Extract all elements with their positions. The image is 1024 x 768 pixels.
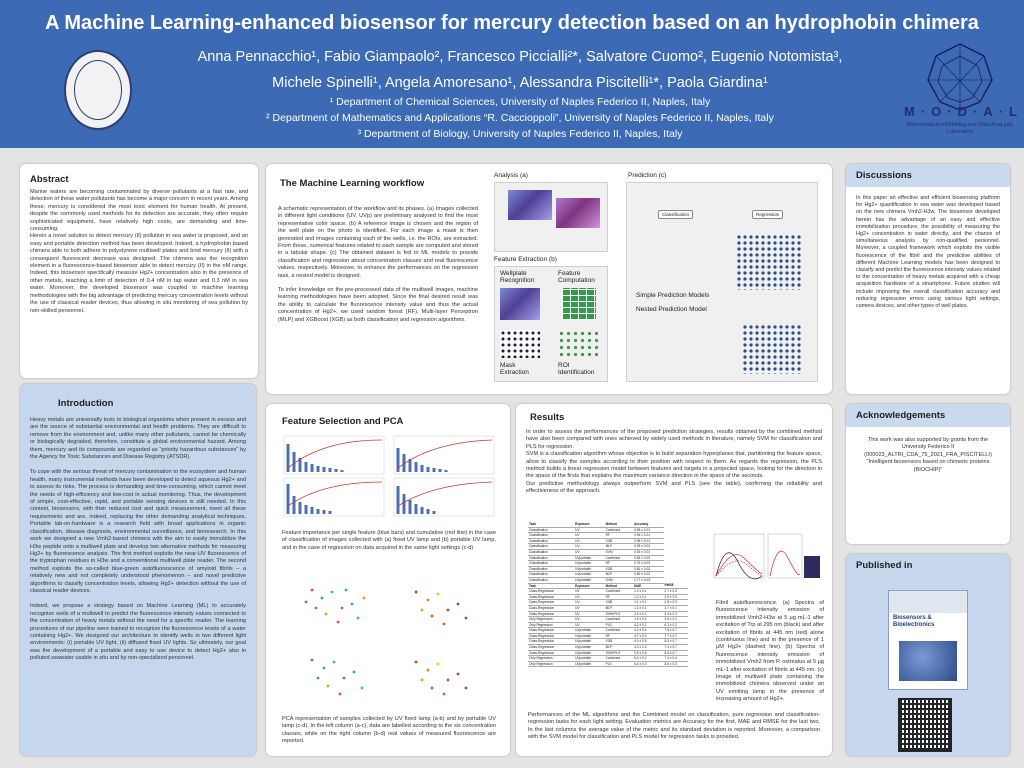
table-cell: Class-Regression	[528, 594, 574, 600]
table-cell: 1.6 ± 0.2	[633, 617, 663, 623]
table-cell: 2.8 ± 0.3	[664, 600, 688, 606]
table-cell: RF	[605, 561, 634, 567]
table-cell: 7.7 ± 0.7	[664, 633, 688, 639]
chart-c	[284, 478, 384, 516]
discussions-body: In this paper an effective and efficient biosensing platform for Hg2+ quantification in sea water was developed based on the new chimera Vmh2-H3w. The biosensor developed herein has the advantage of an easy and effective immobilization procedure, the possibility of measuring the Hg2+ concentration in water directly, and the chance of simultaneous analysis by non-qualified personnel. Moreover, a coupled framework which exploits the visible fluorescence of the fibril and the predictive abilities of different Machine Learning models has been designed to classify and predict the fluorescence intensity values related to the concentration of heavy metals acquired with a cheap acquisition hardware of a smartphone. Future studies will include improving the overall classification accuracy and reducing regression errors using various light settings, camera devices, and other types of well plates.	[856, 195, 1000, 310]
introduction-paragraph-1: Heavy metals are universally toxic to biological organisms when present in excess and are the source of substantial environmental and health problems. They are difficult to remove from the environment and, unlike many other pollutants, cannot be chemically or biologically degraded, therefore, constitute a global environmental hazard. Among them, mercury and its compounds are regarded as “priority hazardous substances” by the Agency for Toxic Substances and Disease Registry (ATSDR).	[30, 417, 246, 461]
table-cell: 8.3 ± 0.7	[664, 639, 688, 645]
table-cell: MLP	[605, 544, 634, 550]
table-cell: Combined	[605, 656, 634, 662]
table-cell: 2.9 ± 0.3	[664, 594, 688, 600]
table-cell: 0.83 ± 0.02	[633, 555, 663, 561]
prediction-label: Prediction (c)	[628, 172, 667, 179]
table-cell: UV	[574, 622, 604, 628]
table-cell: PLS	[605, 661, 634, 667]
table-cell: 0.81 ± 0.02	[633, 566, 663, 572]
table-cell: 2.7 ± 0.3	[664, 589, 688, 595]
table-cell: UV	[574, 527, 604, 533]
table-cell: RF	[605, 594, 634, 600]
table-row	[528, 589, 688, 595]
author-list	[150, 44, 890, 96]
table-row	[528, 650, 688, 656]
table-cell: Exposure	[574, 522, 604, 527]
table-cell: Only Regression	[528, 661, 574, 667]
table-cell: Classification	[528, 533, 574, 539]
table-cell: UV	[574, 594, 604, 600]
mask-extraction-label: Mask Extraction	[500, 362, 529, 376]
nested-output-grid	[742, 324, 802, 374]
pca-scatter-plots	[282, 568, 496, 708]
table-cell: 0.94 ± 0.01	[633, 533, 663, 539]
table-cell: UV	[574, 605, 604, 611]
table-cell: Class-Regression	[528, 639, 574, 645]
table-cell: 4.0 ± 0.4	[633, 628, 663, 634]
spectrum-a	[714, 534, 764, 579]
table-row	[528, 645, 688, 651]
table-cell: XGB	[605, 600, 634, 606]
results-title: Results	[530, 412, 565, 423]
table-cell: Classification	[528, 566, 574, 572]
table-cell: MLP	[605, 572, 634, 578]
table-cell: 0.79 ± 0.03	[633, 561, 663, 567]
spectrum-b	[768, 534, 802, 578]
table-cell: 6.1 ± 0.2	[664, 622, 688, 628]
table-cell: Combined	[605, 555, 634, 561]
workflow-paragraph-1: A schematic representation of the workflow and its phases. (a) Images collected in different light conditions (UV, UVp) are preliminary analysed to find the most representative color space. (b) A reference image is chosen and the region of the well plate on the photo is identified. For each image a mask is then generated and images containing each of the wells, i.e. the ROIs, are extracted. From these, numerical features related to each sample are computed and stored in a tabular shape. (c) The obtained dataset is fed to ML models to provide classification and regression about concentration classes and real fluorescence values, respectively. Moreover, to enhance the performances on the regression task, a nested model is designed.	[278, 206, 478, 279]
feature-table-icon	[562, 288, 596, 320]
workflow-paragraph-2: To infer knowledge on the pre-processed data of the multiwell images, machine learning methodologies have been adopted. Since the final desired result was the ability to calculate the fluorescence intensity value and thus the actual concentration of Hg2+, we used random forest (RF), Multi-layer Perceptron (MLP) and XGBoost (XGB) as both classification and regression algorithms.	[278, 287, 478, 323]
table-cell: 4.0 ± 0.5	[633, 639, 663, 645]
results-paragraph-1: In order to assess the performances of the proposed prediction strategies, results obtained by the combined method have also been compared with ones achieved by widely used methods in literature, namely SVM for classification and PLS for regression.	[526, 429, 822, 450]
table-cell: Method	[605, 583, 634, 589]
classification-node: Classification	[658, 210, 693, 219]
feature-selection-panel	[266, 404, 510, 756]
affiliation-1: ¹ Department of Chemical Sciences, University of Naples Federico II, Naples, Italy	[329, 96, 711, 108]
table-cell: Exposure	[574, 583, 604, 589]
wellplate-photo	[500, 288, 540, 320]
journal-title: Biosensors & Bioelectronics	[893, 615, 935, 628]
table-cell: Classification	[528, 577, 574, 583]
acknowledgements-title: Acknowledgements	[846, 404, 1010, 427]
table-cell: Class-Regression	[528, 589, 574, 595]
pca-b	[415, 591, 468, 626]
university-seal-logo	[64, 50, 132, 130]
analysis-heatmap-2	[556, 198, 600, 228]
wellplate-recognition-label: Wellplate Recognition	[500, 270, 535, 284]
table-cell: Class-Regression	[528, 650, 574, 656]
table-row	[528, 594, 688, 600]
pca-c	[311, 659, 364, 696]
simple-prediction-label: Simple Prediction Models	[636, 292, 710, 299]
poster-header	[0, 0, 1024, 148]
results-table-caption: Performances of the ML algorithms and the Combined model on classification, pure regression and classification-regression tasks for each light setting. Evaluation metrics are Accuracy for the first, MAE and RMSE for the last two. In the last columns the average value of the metric and its standard deviation is reported. Moreover, a comparison with the SVM model for classification and PLS model for regression tasks is provided.	[528, 712, 820, 741]
table-cell: 7.3 ± 0.7	[664, 645, 688, 651]
table-cell: 4.3 ± 0.3	[633, 645, 663, 651]
table-cell: Class-Regression	[528, 600, 574, 606]
table-cell: Combined	[605, 628, 634, 634]
table-row	[528, 600, 688, 606]
feature-selection-title: Feature Selection and PCA	[282, 416, 404, 427]
feature-importance-caption: Feature importance per single feature (blue bars) and cumulative (red line) in the case of classification of images collected with (a) fixed UV lamp and (b) portable UV lamp, and in the case of regression on data acquired in the same light settings (c-d)	[282, 530, 496, 551]
table-cell: SVM+PLS	[605, 611, 634, 617]
table-cell: UV	[574, 544, 604, 550]
table-cell: UVportable	[574, 661, 604, 667]
table-row	[528, 628, 688, 634]
table-cell: Classification	[528, 561, 574, 567]
table-cell: UV	[574, 617, 604, 623]
table-cell: XGB	[605, 566, 634, 572]
table-cell: Only Regression	[528, 617, 574, 623]
table-cell: XGB	[605, 639, 634, 645]
feature-importance-charts	[282, 434, 496, 518]
table-cell: UVportable	[574, 639, 604, 645]
abstract-paragraph-2: Herein a novel solution to detect mercury (II) pollution in sea water is proposed, and an easy and portable detection method has been developed. Indeed, a hydrophobin based chimera able to both adhere to polystyrene multiwell plates and bind mercury (II) with a consequent fluorescent decrease was designed. The chimera was the recognition element in a fluorescence-based biosensor able to detect mercury (II) in the nM range. Indeed, this biosensor specifically measure Hg2+ concentration also in the presence of other metals, reaching a limit of detection of 0.4 nM in tap water and 0.3 nM in sea water. Moreover, the developed biosensor was coupled to machine learning methodologies with the big advantage of predicting mercury concentration levels without the use of classical reader devices, thus allowing in situ monitoring of sea pollution by non-skilled personnel.	[30, 233, 248, 314]
table-cell: UVportable	[574, 566, 604, 572]
pca-caption: PCA representation of samples collected by UV fixed lamp (a-b) and by portable UV lamp (c-d). In the left column (a-c), data are labelled according to the six concentration classes, while on the right column (b-d) real values of measured fluorescence are reported.	[282, 716, 496, 745]
workflow-text	[278, 206, 478, 324]
table-cell: UVportable	[574, 555, 604, 561]
table-cell: Only Regression	[528, 656, 574, 662]
table-cell: Class-Regression	[528, 611, 574, 617]
table-cell: Class-Regression	[528, 633, 574, 639]
table-cell: 4.3 ± 0.2	[664, 611, 688, 617]
introduction-paragraph-2: To cope with the serious threat of mercury contamination to the ecosystem and human health, many instrumental methods have been developed to detect aqueous Hg2+ and to assess its risks. The process is demanding and time-consuming, which cannot meet the needs of high-efficiency and low-cost in actual monitoring. Thus, the development of simple, cost-effective, rapid, and portable sensing devices is still needed. In this context, biosensors, with their reduced cost and quick measurement, meet all these requirements and are, indeed, replacing the other demanding analytical techniques. Portable lab-on-hardware is a research field with broad applications in organic classification, disease diagnosis, environmental surveillance, and bioresearch. In this work we designed a new Vmh2-based chimera with the aim to easily immobilize the H3w peptide onto a multiwell plate and develop two alternative methods for measuring Hg2+ by fluorescence analysis. The first method exploits the near-UV fluorescence of the tryptophan residues in H3w and a conventional multiwell plate reader. The second method exploits the so-called blue-green autofluorescence of amyloid fibrils – a relatively new and not completely understood phenomenon – and novel predictive algorithms to classify concentration levels, allowing Hg2+ detection without the use of classical reader devices.	[30, 469, 246, 594]
table-row	[528, 633, 688, 639]
table-row	[528, 656, 688, 662]
table-cell: 1.3 ± 0.1	[633, 605, 663, 611]
journal-cover[interactable]	[888, 590, 968, 690]
table-cell: Combined	[605, 527, 634, 533]
table-cell: Classification	[528, 544, 574, 550]
acknowledgements-panel	[846, 404, 1010, 544]
table-cell: 0.93 ± 0.02	[633, 544, 663, 550]
table-cell: 0.80 ± 0.02	[633, 572, 663, 578]
results-table	[528, 522, 688, 667]
introduction-paragraph-3: Indeed, we propose a strategy based on Machine Learning (ML) to accurately recognize wells of a multiwell to predict the fluorescence intensity values connected to the concentration of heavy metals without the need for a specific reader. The learning procedures of our pipeline were trained to recognize the fluorescence levels of a water containing Hg2+. We designed our architecture to identify wells in two different light environments: (i) portable UV light, (ii) diffused fixed UV lights. So ultimately, our goal was the development of a portable and easy to use device to detect Hg2+ also in polluted seawater usable in situ and by non-specialized personnel.	[30, 603, 246, 662]
published-title: Published in	[856, 560, 913, 571]
table-cell: Task	[528, 522, 574, 527]
table-cell: UVportable	[574, 645, 604, 651]
table-cell: Class-Regression	[528, 628, 574, 634]
table-cell: UV	[574, 589, 604, 595]
table-cell: 5.0 ± 0.2	[633, 656, 663, 662]
table-cell: UVportable	[574, 633, 604, 639]
published-panel	[846, 554, 1010, 756]
acknowledgements-body: This work was also supported by grants from the University Federico II (000023_ALTRI_CDA_75_2021_FRA_PISCITELLI) "Intelligent biosensors based on chimeric proteins (BIOCHIP)"	[864, 437, 992, 473]
abstract-paragraph-1: Marine waters are becoming contaminated by diverse pollutants at a fast rate, and detection of these water pollutants has become a major concern in recent years. Among these, mercury is considered the most toxic element for human health. At present, despite the commonly used methods for its detection are accurate, they often require sophisticated equipment, have relatively high costs, are demanding and time-consuming.	[30, 189, 248, 233]
table-cell: Classification	[528, 572, 574, 578]
table-cell: XGB	[605, 538, 634, 544]
table-cell: 2.7 ± 0.1	[664, 605, 688, 611]
table-cell: Only Regression	[528, 622, 574, 628]
chart-b	[394, 436, 494, 474]
results-paragraph-2: SVM is a classification algorithm whose objective is to build separation hyperplanes that, partitioning the feature space, allow to classify the samples according to their position with respect to them. As regards the regression, the PLS method builds a linear regression model between features and targets in a projected space, looking for the direction in the space of the firsts that explains the maximum variance direction in the space of the seconds.	[526, 451, 822, 480]
chart-a	[284, 436, 384, 474]
table-cell: Accuracy	[633, 522, 663, 527]
table-cell: Classification	[528, 538, 574, 544]
abstract-panel	[20, 164, 258, 378]
affiliations	[150, 94, 890, 142]
table-cell: Classification	[528, 555, 574, 561]
affiliation-3: ³ Department of Biology, University of Naples Federico II, Naples, Italy	[357, 128, 683, 140]
table-cell: SVM	[605, 577, 634, 583]
table-cell: 7.5 ± 0.7	[664, 628, 688, 634]
table-cell: 8.8 ± 0.3	[664, 661, 688, 667]
table-row	[528, 617, 688, 623]
workflow-title: The Machine Learning workflow	[280, 178, 425, 189]
workflow-panel	[266, 164, 832, 394]
table-cell: 2.5 ± 0.1	[633, 611, 663, 617]
table-cell: 0.95 ± 0.01	[633, 538, 663, 544]
affiliation-2: ² Department of Mathematics and Applications “R. Caccioppoli”, University of Naples Federico II, Naples, Italy	[266, 112, 774, 124]
table-cell: 1.2 ± 0.1	[633, 594, 663, 600]
mask-image	[500, 330, 540, 358]
nested-prediction-label: Nested Prediction Model	[636, 306, 707, 313]
table-cell: 0.92 ± 0.01	[633, 549, 663, 555]
table-cell: RF	[605, 633, 634, 639]
table-cell: 0.77 ± 0.03	[633, 577, 663, 583]
table-cell: 3.5 ± 0.1	[664, 617, 688, 623]
introduction-title: Introduction	[58, 398, 114, 409]
multiwell-uv-photo	[804, 556, 820, 578]
table-cell: UV	[574, 538, 604, 544]
pca-d	[415, 661, 468, 696]
feature-computation-label: Feature Computation	[558, 270, 595, 284]
table-cell: MLP	[605, 605, 634, 611]
table-row	[528, 605, 688, 611]
table-cell: 6.4 ± 0.3	[633, 661, 663, 667]
table-cell: RMSE	[664, 583, 688, 589]
results-panel	[516, 404, 832, 756]
table-cell: MLP	[605, 645, 634, 651]
table-row	[528, 622, 688, 628]
pca-a	[305, 589, 366, 624]
table-cell: Class-Regression	[528, 605, 574, 611]
table-cell: SVM	[605, 549, 634, 555]
table-row	[528, 661, 688, 667]
poster-title: A Machine Learning-enhanced biosensor for mercury detection based on an hydrophobin chimera	[45, 12, 979, 34]
abstract-title: Abstract	[30, 174, 69, 185]
table-cell: UV	[574, 549, 604, 555]
table-cell: UVportable	[574, 561, 604, 567]
table-cell: UVportable	[574, 577, 604, 583]
analysis-heatmap-1	[508, 190, 552, 220]
table-cell: 8.3 ± 0.7	[664, 650, 688, 656]
chart-d	[394, 478, 494, 516]
table-cell: 7.4 ± 0.4	[664, 656, 688, 662]
table-cell: Task	[528, 583, 574, 589]
table-cell: Combined	[605, 589, 634, 595]
table-cell: SVM+PLS	[605, 650, 634, 656]
table-cell: UV	[574, 533, 604, 539]
table-row	[528, 639, 688, 645]
table-cell: UV	[574, 600, 604, 606]
qr-code[interactable]	[898, 698, 952, 752]
roi-image	[558, 330, 598, 358]
feature-extraction-label: Feature Extraction (b)	[494, 256, 557, 263]
table-cell: 1.1 ± 0.1	[633, 600, 663, 606]
table-cell: 5.5 ± 0.6	[633, 650, 663, 656]
table-cell: 4.2 ± 0.1	[633, 622, 663, 628]
table-cell: UVportable	[574, 650, 604, 656]
fluorescence-spectra	[712, 532, 822, 592]
fibril-autofluorescence-caption: Fibril autofluorescence. (a) Spectra of fluorescence intensity emission of immobilized Vmh2-H3w at 5 μg mL-1 after excitation of Trp at 295 nm (black) and after excitation of fibrils at 445 nm (red) alone (continuous line) and in the presence of 1 μM Hg2+ (dashed line). (b) Spectra of fluorescence intensity emission of immobilized Vmh2 from P. ostreatus at 5 μg mL-1 after excitation of fibrils at 445 nm. (c) Image of multiwell plate containing the immobilized chimera observed under an UV emitting lamp in the presence of increasing amount of Hg2+.	[716, 600, 824, 703]
discussions-title: Discussions	[846, 164, 1010, 187]
table-cell: 4.7 ± 0.4	[633, 633, 663, 639]
introduction-panel	[20, 384, 256, 756]
authors-line-2: Michele Spinelli¹, Angela Amoresano¹, Alessandra Piscitelli¹*, Paola Giardina¹	[272, 75, 768, 91]
table-cell: Method	[605, 522, 634, 527]
table-cell: 1.0 ± 0.1	[633, 589, 663, 595]
table-cell: UV	[574, 611, 604, 617]
results-paragraph-3: Our predictive methodology always outperform SVM and PLS (see the table), confirming the reliability and effectiveness of the approach.	[526, 480, 822, 495]
table-cell: Classification	[528, 549, 574, 555]
modal-logo-name: M·O·D·A·L	[904, 104, 1023, 119]
modal-logo-subtitle: Mathematical mOdelling and Data AnaLysis Laboratory	[906, 122, 1014, 135]
table-cell: RF	[605, 533, 634, 539]
regression-output-grid	[736, 234, 802, 290]
discussions-panel	[846, 164, 1010, 394]
table-cell: Classification	[528, 527, 574, 533]
table-cell: MAE	[633, 583, 663, 589]
table-cell: UVportable	[574, 572, 604, 578]
table-cell: Class-Regression	[528, 645, 574, 651]
authors-line-1: Anna Pennacchio¹, Fabio Giampaolo², Francesco Piccialli²*, Salvatore Cuomo², Eugenio Notomista³,	[197, 49, 843, 65]
roi-identification-label: ROI Identification	[558, 362, 595, 376]
table-cell: Combined	[605, 617, 634, 623]
regression-node: Regression	[752, 210, 783, 219]
table-row	[528, 611, 688, 617]
table-cell: UVportable	[574, 656, 604, 662]
table-cell: PLS	[605, 622, 634, 628]
analysis-label: Analysis (a)	[494, 172, 528, 179]
table-cell: 0.96 ± 0.01	[633, 527, 663, 533]
table-cell: UVportable	[574, 628, 604, 634]
